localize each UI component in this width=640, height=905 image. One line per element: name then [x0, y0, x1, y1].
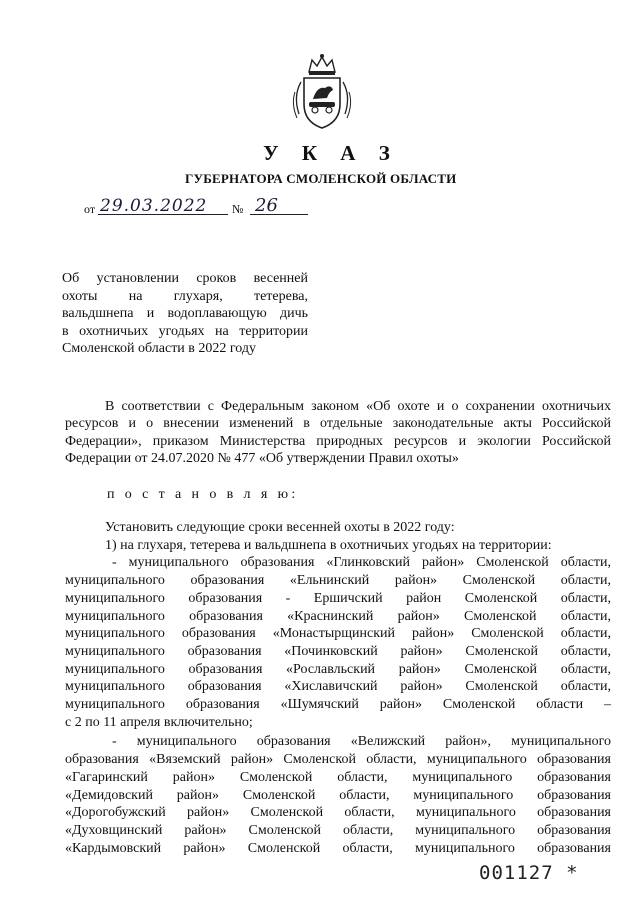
- body-line: муниципального образования «Ельнинский район» Смоленской области,: [65, 573, 611, 589]
- number-prefix: №: [232, 202, 244, 216]
- body-line: с 2 по 11 апреля включительно;: [65, 714, 253, 730]
- body-line: 1) на глухаря, тетерева и вальдшнепа в охотничьих угодьях на территории:: [105, 537, 552, 553]
- body-line: «Гагаринский район» Смоленской области, муниципального образования: [65, 769, 611, 785]
- number-underline: [250, 214, 308, 215]
- form-serial-number: 001127 *: [479, 862, 579, 884]
- preamble-line: ресурсов и о внесении изменений в отдельные законодательные акты Российской: [65, 416, 611, 432]
- preamble-line: Федерации», приказом Министерства природных ресурсов и экологии Российской: [65, 433, 611, 449]
- body-line: «Демидовский район» Смоленской области, муниципального образования: [65, 787, 611, 803]
- date-prefix: от: [84, 202, 96, 216]
- subject-line: охоты на глухаря, тетерева,: [62, 288, 308, 304]
- body-line: муниципального образования «Монастырщинский район» Смоленской области,: [65, 626, 611, 642]
- date-number-line: [84, 196, 324, 220]
- body-line: муниципального образования «Шумячский район» Смоленской области –: [65, 697, 611, 713]
- subject-line: Смоленской области в 2022 году: [62, 341, 257, 357]
- subject-line: в охотничьих угодьях на территории: [62, 323, 308, 339]
- document-body: [65, 519, 611, 857]
- document-subtitle: ГУБЕРНАТОРА СМОЛЕНСКОЙ ОБЛАСТИ: [185, 171, 457, 186]
- body-line: муниципального образования - Ершичский район Смоленской области,: [65, 590, 611, 606]
- handwritten-number: 26: [255, 195, 278, 216]
- body-line: Установить следующие сроки весенней охоты в 2022 году:: [105, 520, 455, 535]
- smolensk-coat-of-arms-icon: [287, 52, 357, 130]
- body-line: муниципального образования «Хиславичский район» Смоленской области,: [65, 679, 611, 695]
- preamble-paragraph: [65, 398, 611, 467]
- body-line: «Духовщинский район» Смоленской области, муниципального образования: [65, 822, 611, 838]
- decree-word: п о с т а н о в л я ю:: [107, 487, 299, 502]
- subject-line: Об установлении сроков весенней: [62, 271, 308, 286]
- document-title: У К А З: [263, 141, 399, 165]
- body-line: «Кардымовский район» Смоленской области, муниципального образования: [65, 840, 611, 856]
- date-underline: [98, 214, 228, 215]
- subject-line: вальдшнепа и водоплавающую дичь: [62, 306, 308, 322]
- body-line: образования «Вяземский район» Смоленской области, муниципального образования: [65, 752, 611, 768]
- handwritten-date: 29.03.2022: [100, 196, 208, 216]
- body-line: муниципального образования «Починковский район» Смоленской области,: [65, 643, 611, 659]
- document-subject: [62, 270, 308, 358]
- body-line: муниципального образования «Рославльский район» Смоленской области,: [65, 661, 611, 677]
- body-line: муниципального образования «Краснинский район» Смоленской области,: [65, 608, 611, 624]
- preamble-line: Федерации от 24.07.2020 № 477 «Об утверждении Правил охоты»: [65, 450, 459, 466]
- body-line: «Дорогобужский район» Смоленской области, муниципального образования: [65, 805, 611, 821]
- preamble-line: В соответствии с Федеральным законом «Об охоте и о сохранении охотничьих: [105, 399, 611, 414]
- body-line: - муниципального образования «Глинковский район» Смоленской области,: [112, 555, 611, 571]
- body-line: - муниципального образования «Велижский район», муниципального: [112, 734, 611, 750]
